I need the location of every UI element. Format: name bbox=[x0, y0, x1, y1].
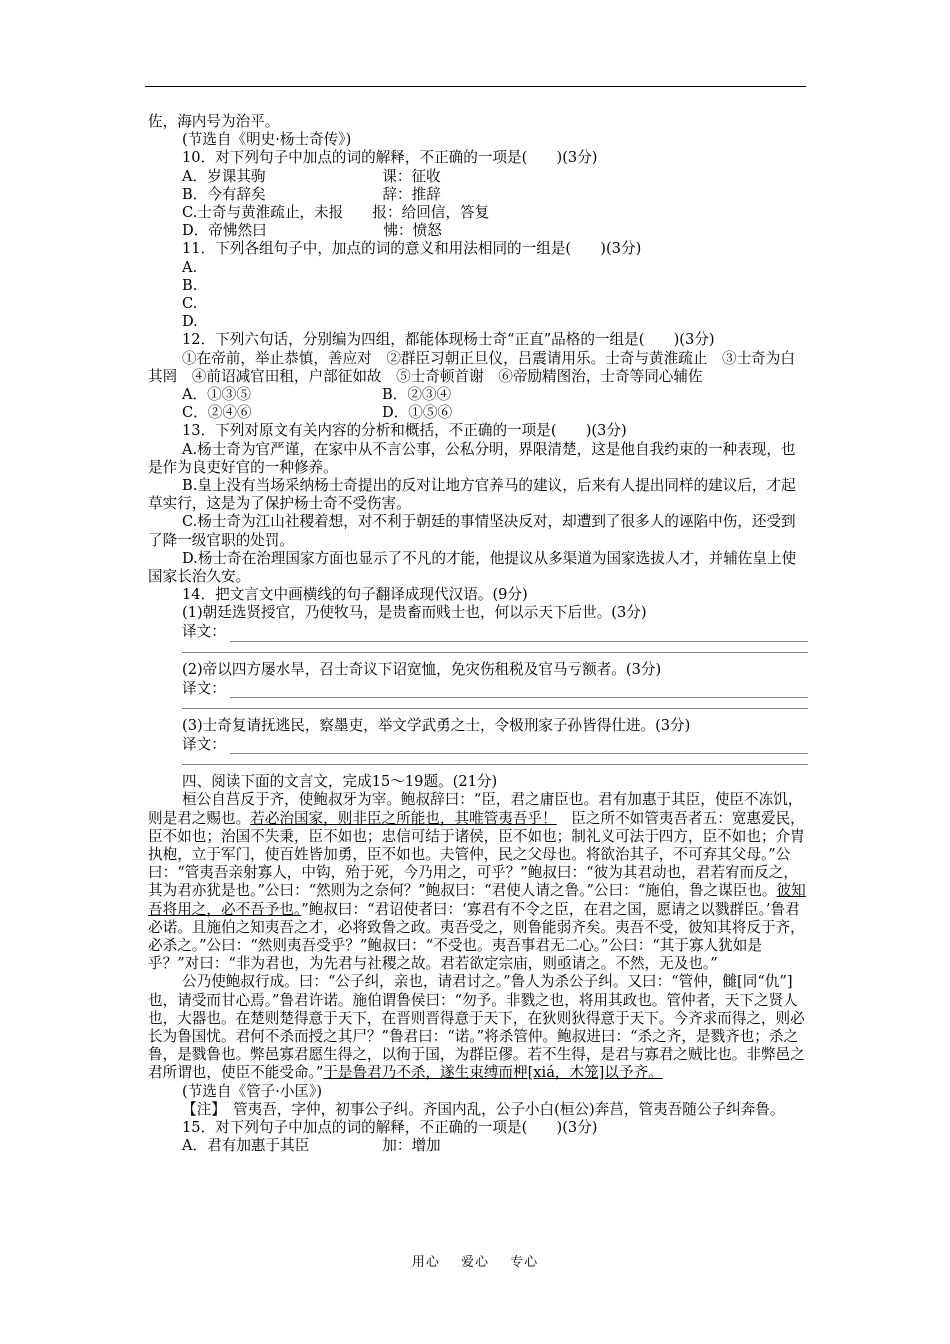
q12-option-b: B．②③④ bbox=[382, 386, 452, 404]
q11-option-d: D. bbox=[182, 313, 198, 331]
q12-option-c: C．②④⑥ bbox=[182, 404, 252, 422]
q14-sentence-3: (3)士奇复请抚逃民，察墨吏，举文学武勇之士，令极刑家子孙皆得仕进。(3分) bbox=[182, 716, 691, 734]
answer-line bbox=[182, 651, 808, 653]
q14-answer-1[interactable] bbox=[148, 623, 808, 642]
q13-option-a: A.杨士奇为官严谨，在家中从不言公事，公私分明，界限清楚，这是他自我约束的一种表现，也是作为良吏好官的一种修养。 bbox=[148, 440, 796, 476]
q14-answer-2[interactable] bbox=[148, 679, 808, 698]
question-14-stem: 14．把文言文中画横线的句子翻译成现代汉语。(9分) bbox=[182, 586, 528, 604]
page-footer bbox=[0, 1251, 950, 1270]
question-12-stem: 12．下列六句话，分别编为四组，都能体现杨士奇“正直”品格的一组是( )(3分) bbox=[182, 331, 715, 349]
passage-note: 【注】 管夷吾，字仲，初事公子纠。齐国内乱，公子小白(桓公)奔莒，管夷吾随公子纠奔鲁。 bbox=[182, 1100, 785, 1118]
q13-option-d: D.杨士奇在治理国家方面也显示了不凡的才能，他提议从多渠道为国家选拔人才，并辅佐皇上使国家长治久安。 bbox=[148, 549, 797, 586]
q14-sentence-2: (2)帝以四方屡水旱，召士奇议下诏宽恤，免灾伤租税及官马亏额者。(3分) bbox=[182, 660, 662, 678]
answer-label: 译文： bbox=[182, 735, 226, 753]
answer-line bbox=[182, 763, 808, 765]
passage-paragraph-2 bbox=[148, 973, 808, 1082]
passage-text: 臣之所不如管夷吾者五：宽惠爱民，臣不如也；治国不失秉，臣不如也；忠信可结于诸侯，臣不如也；制礼义可法于四方，臣不如也；介胄执枹，立于军门，使百姓皆加勇，臣不如也。夫管仲，民之父母也。将欲治其子，不可弃其父母。”公曰：“管夷吾亲射寡人，中钩，殆于死，今乃用之，可乎？”鲍叔曰：“彼为其君动也，君若宥而反之，其为君亦犹是也。”公曰：“然则为之奈何？”鲍叔曰：“君使人请之鲁。”公曰：“施伯，鲁之谋臣也。 bbox=[148, 809, 805, 900]
question-15-stem: 15．对下列句子中加点的词的解释，不正确的一项是( )(3分) bbox=[182, 1118, 598, 1136]
passage-text: ”鲍叔曰：“君诏使者曰：‘寡君有不令之臣，在君之国，愿请之以戮群臣。’鲁君必诺。且施伯之知夷吾之才，必将致鲁之政。夷吾受之，则鲁能弱齐矣。夷吾不受，彼知其将反于齐，必杀之。”公曰：“然则夷吾受乎？”鲍叔曰：“不受也。夷吾事君无二心。”公曰：“其于寡人犹如是乎？”对曰：“非为君也，为先君与社稷之故。君若欲定宗庙，则亟请之。不然，无及也。” bbox=[148, 900, 805, 973]
q12-options-row-1 bbox=[148, 386, 808, 404]
q11-option-a: A. bbox=[182, 258, 198, 276]
question-10-stem: 10．对下列句子中加点的词的解释，不正确的一项是( )(3分) bbox=[182, 149, 598, 167]
q12-option-a: A．①③⑤ bbox=[182, 386, 251, 404]
underlined-sentence: 若必治国家，则非臣之所能也，其唯管夷吾乎！ bbox=[250, 809, 557, 827]
q15-option-a: A．君有加惠于其臣 加：增加 bbox=[182, 1137, 441, 1155]
q11-option-c: C. bbox=[182, 295, 198, 313]
underlined-sentence: 彼知吾将用之，必不吾予也。 bbox=[148, 882, 806, 918]
passage-text: 公乃使鲍叔行成。曰：“公子纠，亲也，请君讨之。”鲁人为杀公子纠。又曰：“管仲，雠[同“仇”]也，请受而甘心焉。”鲁君许诺。施伯谓鲁侯曰：“勿予。非戮之也，将用其政也。管仲者，天下之贤人也，大器也。在楚则楚得意于天下，在晋则晋得意于天下，在狄则狄得意于天下。今齐求而得之，则必长为鲁国忧。君何不杀而授之其尸？”鲁君曰：“诺。”将杀管仲。鲍叔进曰：“杀之齐，是戮齐也；杀之鲁，是戮鲁也。弊邑寡君愿生得之，以徇于国，为群臣僇。若不生得，是君与寡君之贼比也。非弊邑之君所谓也，使臣不能受命。” bbox=[148, 973, 805, 1082]
q13-option-b: B.皇上没有当场采纳杨士奇提出的反对让地方官养马的建议，后来有人提出同样的建议后，才起草实行，这是为了保护杨士奇不受伤害。 bbox=[148, 477, 796, 513]
q11-option-b: B. bbox=[182, 276, 198, 294]
answer-label: 译文： bbox=[182, 679, 226, 697]
answer-line bbox=[182, 707, 808, 709]
q12-option-d: D．①⑤⑥ bbox=[382, 404, 453, 422]
source-citation: (节选自《明史·杨士奇传》) bbox=[182, 131, 352, 149]
q13-option-c: C.杨士奇为江山社稷着想，对不利于朝廷的事情坚决反对，却遭到了很多人的诬陷中伤，还受到了降一级官职的处罚。 bbox=[148, 513, 796, 549]
passage-text: 桓公自莒反于齐，使鲍叔牙为宰。鲍叔辞曰：“臣，君之庸臣也。君有加惠于其臣，使臣不冻饥，则是君之赐也。 bbox=[148, 791, 803, 827]
footer-text: 爱心 bbox=[460, 1255, 489, 1270]
q10-option-c: C.士奇与黄淮疏止，未报 报：给回信，答复 bbox=[182, 204, 490, 222]
answer-line bbox=[230, 687, 808, 698]
page-content bbox=[148, 113, 808, 1155]
header-rule bbox=[145, 86, 806, 87]
q14-answer-3[interactable] bbox=[148, 735, 808, 754]
q10-option-a: A．岁课其驹 课：征收 bbox=[182, 167, 441, 185]
question-13-stem: 13．下列对原文有关内容的分析和概括，不正确的一项是( )(3分) bbox=[182, 422, 627, 440]
answer-line bbox=[230, 743, 808, 754]
underlined-sentence: 于是鲁君乃不杀，遂生束缚而柙[xiá，木笼]以予齐。 bbox=[323, 1064, 663, 1082]
section-4-heading: 四、阅读下面的文言文，完成15～19题。(21分) bbox=[182, 773, 498, 791]
text-line: 佐，海内号为治平。 bbox=[148, 113, 280, 130]
q10-option-d: D．帝怫然曰 怫：愤怒 bbox=[182, 222, 442, 240]
q12-options-row-2 bbox=[148, 404, 808, 422]
q14-sentence-1: (1)朝廷选贤授官，乃使牧马，是贵畜而贱士也，何以示天下后世。(3分) bbox=[182, 604, 647, 622]
q12-body: ①在帝前，举止恭慎，善应对 ②群臣习朝正旦仪，吕震请用乐。士奇与黄淮疏止 ③士奇为白其罔 ④前诏减官田租，户部征如故 ⑤士奇顿首谢 ⑥帝励精图治，士奇等同心辅佐 bbox=[148, 349, 795, 385]
q10-option-b: B．今有辞矣 辞：推辞 bbox=[182, 185, 441, 203]
passage-paragraph-1 bbox=[148, 791, 808, 973]
footer-text: 用心 bbox=[411, 1255, 440, 1270]
answer-label: 译文： bbox=[182, 623, 226, 641]
source-citation: (节选自《管子·小匡》) bbox=[182, 1082, 323, 1100]
answer-line bbox=[230, 631, 808, 642]
question-11-stem: 11．下列各组句子中，加点的词的意义和用法相同的一组是( )(3分) bbox=[182, 240, 642, 258]
footer-text: 专心 bbox=[510, 1255, 539, 1270]
